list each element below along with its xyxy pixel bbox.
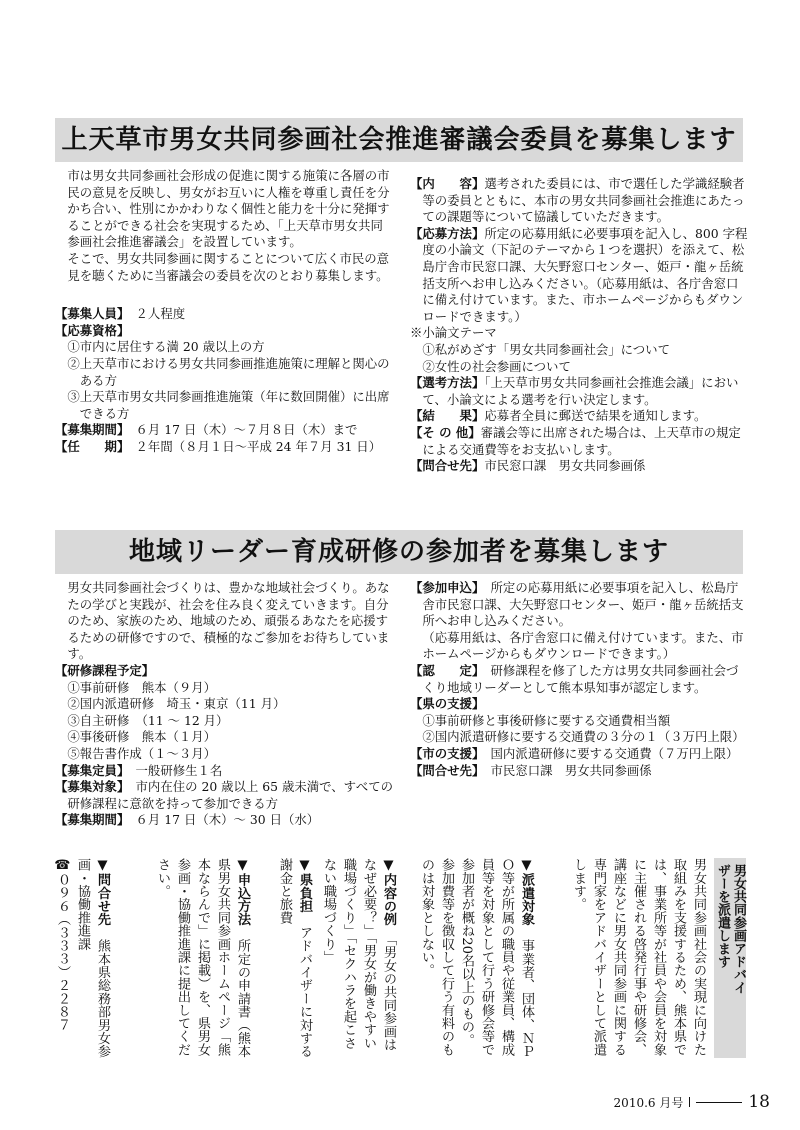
section1-qual2: ②上天草市における男女共同参画推進施策に理解と関心のある方 <box>67 355 390 388</box>
section1-term-value: ２年間（８月１日～平成 24 年７月 31 日） <box>135 438 382 454</box>
section1-period-value: ６月 17 日（木）～７月８日（木）まで <box>135 422 358 438</box>
section2-target-label: 【募集対象】 <box>55 779 124 795</box>
section1-left-column <box>55 168 393 456</box>
footer-rule <box>696 1102 742 1103</box>
section1-method-row <box>410 226 748 326</box>
section3-burden-label: ▼県負担 <box>297 858 312 913</box>
section2-count-value: 一般研修生１名 <box>135 762 223 778</box>
section3-contact-row <box>74 858 112 1058</box>
section2-period-row <box>55 812 393 829</box>
section1-result-label: 【結 果】 <box>410 408 485 424</box>
section2-intro: 男女共同参画社会づくりは、豊かな地域社会づくり。あなたの学びと実践が、社会を住み良く変えていきます。自分のため、家族のため、地域のため、頑張るあなたを応援するための研修ですので、積極的なご参加をお待ちしています。 <box>67 580 390 662</box>
section2-contact-row <box>410 763 748 780</box>
footer-issue: 2010.6 月号 <box>613 1095 684 1110</box>
section2-count-label: 【募集定員】 <box>55 762 124 778</box>
section2-plan5: ⑤報告書作成（１～３月） <box>67 745 217 761</box>
section1-method-label: 【応募方法】 <box>410 225 485 241</box>
section1-other-label: 【そ の 他】 <box>410 424 481 440</box>
section3-target-value: 事業者、団体、ＮＰＯ等が所属の職員や従業員、構成員等を対象として行う研修会等で参加者が概ね20名以上のもの。参加費等を徴収して行う有料のものは対象としない。 <box>419 858 534 1058</box>
section2-city-row <box>410 746 748 763</box>
section1-method-value: 所定の応募用紙に必要事項を記入し、800 字程度の小論文（下記のテーマから１つを選択）を添えて、松島庁舎市民窓口課、大矢野窓口センター、姫戸・龍ヶ岳統括支所へお申し込みください。（応募用紙は、各庁舎窓口に備え付けています。また、市ホームページからもダウンロードできます。） <box>422 225 748 324</box>
section1-intro2: そこで、男女共同参画に関することについて広く市民の意見を聴くために当審議会の委員を次のとおり募集します。 <box>67 250 390 283</box>
section1-term-label: 【任 期】 <box>55 438 124 454</box>
section2-cert-label: 【認 定】 <box>410 662 479 678</box>
section2-apply-note: （応募用紙は、各庁舎窓口に備え付けています。また、市ホームページからもダウンロードできます。） <box>422 629 744 662</box>
section1-content-label: 【内 容】 <box>410 176 485 191</box>
section2-apply-row <box>410 580 748 630</box>
section1-result-row <box>410 408 748 425</box>
section2-plan4: ④事後研修 熊本（１月） <box>67 729 217 745</box>
section2-plan2: ②国内派遣研修 埼玉・東京（11 月） <box>67 696 286 712</box>
section3-target-row <box>400 858 536 1058</box>
section3-example-row <box>316 858 398 1058</box>
section1-theme-label: ※小論文テーマ <box>410 325 497 341</box>
section1-other-value: 審議会等に出席された場合は、上天草市の規定による交通費等をお支払いします。 <box>422 424 741 457</box>
section3-method-row <box>114 858 252 1058</box>
section2-pref-label: 【県の支援】 <box>410 696 485 712</box>
section2-contact-label: 【問合せ先】 <box>410 762 479 778</box>
section1-content-value: 選考された委員には、市で選任した学識経験者等の委員とともに、本市の男女共同参画社会推進にあたっての課題等について協議していただきます。 <box>422 176 745 225</box>
section1-select-label: 【選考方法】 <box>410 375 485 391</box>
page-number: 18 <box>748 1092 770 1112</box>
section2-plan-label: 【研修課程予定】 <box>55 662 155 678</box>
section1-theme1: ①私がめざす「男女共同参画社会」について <box>422 341 670 357</box>
section1-term-row <box>55 439 393 456</box>
section1-right-column <box>410 176 748 475</box>
page-footer <box>614 1092 770 1112</box>
section1-intro1: 市は男女共同参画社会形成の促進に関する施策に各層の市民の意見を反映し、男女がお互いに人権を尊重し責任を分かち合い、性別にかかわりなく個性と能力を十分に発揮することができる社会を実現するため、「上天草市男女共同参画社会推進審議会」を設置しています。 <box>67 168 390 250</box>
section3-title-line2: ザーを派遣します <box>715 864 730 968</box>
section3-phone: ☎０９６（３３３）２２８７ <box>55 858 70 1032</box>
section3-method-value: 所定の申請書（熊本県男女共同参画ホームページ「熊本ならんで」に掲載）を、県男女参画・協働推進課に提出してください。 <box>155 858 250 1058</box>
section3-example-label: ▼内容の例 <box>381 858 396 926</box>
section1-title: 上天草市男女共同参画社会推進審議会委員を募集します <box>55 118 743 162</box>
section2-cert-value: 研修課程を修了した方は男女共同参画社会づくり地域リーダーとして熊本県知事が認定します。 <box>422 662 739 695</box>
section1-count-label: 【募集人員】 <box>55 306 124 322</box>
section3-method-label: ▼申込方法 <box>235 858 250 926</box>
section1-result-value: 応募者全員に郵送で結果を通知します。 <box>484 408 707 424</box>
section2-count-row <box>55 763 393 780</box>
section2-period-label: 【募集期間】 <box>55 812 124 828</box>
section2-period-value: ６月 17 日（木）～ 30 日（水） <box>135 812 320 828</box>
section1-count-row <box>55 306 393 323</box>
section1-period-label: 【募集期間】 <box>55 422 124 438</box>
section3-target-label: ▼派遣対象 <box>519 858 534 926</box>
section2-right-column <box>410 580 748 779</box>
section2-city-label: 【市の支援】 <box>410 745 479 761</box>
section2-plan3: ③自主研修 （11 ～ 12 月） <box>67 712 229 728</box>
section1-qual3: ③上天草市男女共同参画推進施策（年に数回開催）に出席できる方 <box>67 389 390 421</box>
section2-pref2: ②国内派遣研修に要する交通費の３分の１（３万円上限） <box>422 729 745 745</box>
section1-count-value: ２人程度 <box>135 306 186 322</box>
section1-theme2: ②女性の社会参画について <box>422 358 571 374</box>
section3-burden-value: アドバイザーに対する謝金と旅費 <box>277 858 312 1058</box>
section2-apply-label: 【参加申込】 <box>410 580 479 595</box>
section2-apply-value: 所定の応募用紙に必要事項を記入し、松島庁舎市民窓口課、大矢野窓口センター、姫戸・龍ヶ岳統括支所へお申し込みください。 <box>422 580 744 629</box>
section1-contact-label: 【問合せ先】 <box>410 458 485 474</box>
section1-select-value: 「上天草市男女共同参画社会推進会議」において、小論文による選考を行い決定します。 <box>422 375 739 407</box>
section1-qual1: ①市内に居住する満 20 歳以上の方 <box>67 339 265 355</box>
section2-target-row <box>55 779 393 812</box>
section2-pref1: ①事前研修と事後研修に要する交通費相当額 <box>422 712 671 728</box>
section3-example-value: 「男女の共同参画はなぜ必要？」「男女が働きやすい職場づくり」「セクハラを起こさない職場づくり」 <box>321 858 396 1052</box>
section1-contact-value: 市民窓口課 男女共同参画係 <box>484 458 646 474</box>
section2-city-value: 国内派遣研修に要する交通費（７万円上限） <box>490 745 739 761</box>
section2-left-column <box>55 580 393 829</box>
section1-qual-label: 【応募資格】 <box>55 322 130 338</box>
section3-body1: 男女共同参画社会の実現に向けた取組みを支援するため、熊本県では、事業所等が社員や会員を対象に主催される啓発行事や研修会、講座などに男女共同参画に関する専門家をアドバイザーとして派遣します。 <box>571 858 706 1056</box>
section2-plan1: ①事前研修 熊本（９月） <box>67 679 217 695</box>
section2-title: 地域リーダー育成研修の参加者を募集します <box>55 530 743 574</box>
section1-select-row <box>410 375 748 408</box>
section1-content-row <box>410 176 748 226</box>
section1-period-row <box>55 422 393 439</box>
section1-other-row <box>410 425 748 458</box>
section3-title <box>714 858 746 1058</box>
section2-contact-value: 市民窓口課 男女共同参画係 <box>490 762 652 778</box>
section3-burden-row <box>254 858 314 1058</box>
footer-divider <box>689 1097 690 1107</box>
section3-contact-value: 熊本県総務部男女参画・協働推進課 <box>75 858 110 1058</box>
section1-contact-row <box>410 458 748 475</box>
section3-contact-label: ▼問合せ先 <box>95 858 110 926</box>
section3-title-line1: 男女共同参画アドバイ <box>731 864 746 994</box>
section2-target-value: 市内在住の 20 歳以上 65 歳未満で、すべての研修課程に意欲を持って参加できる方 <box>67 779 393 811</box>
section2-cert-row <box>410 663 748 696</box>
